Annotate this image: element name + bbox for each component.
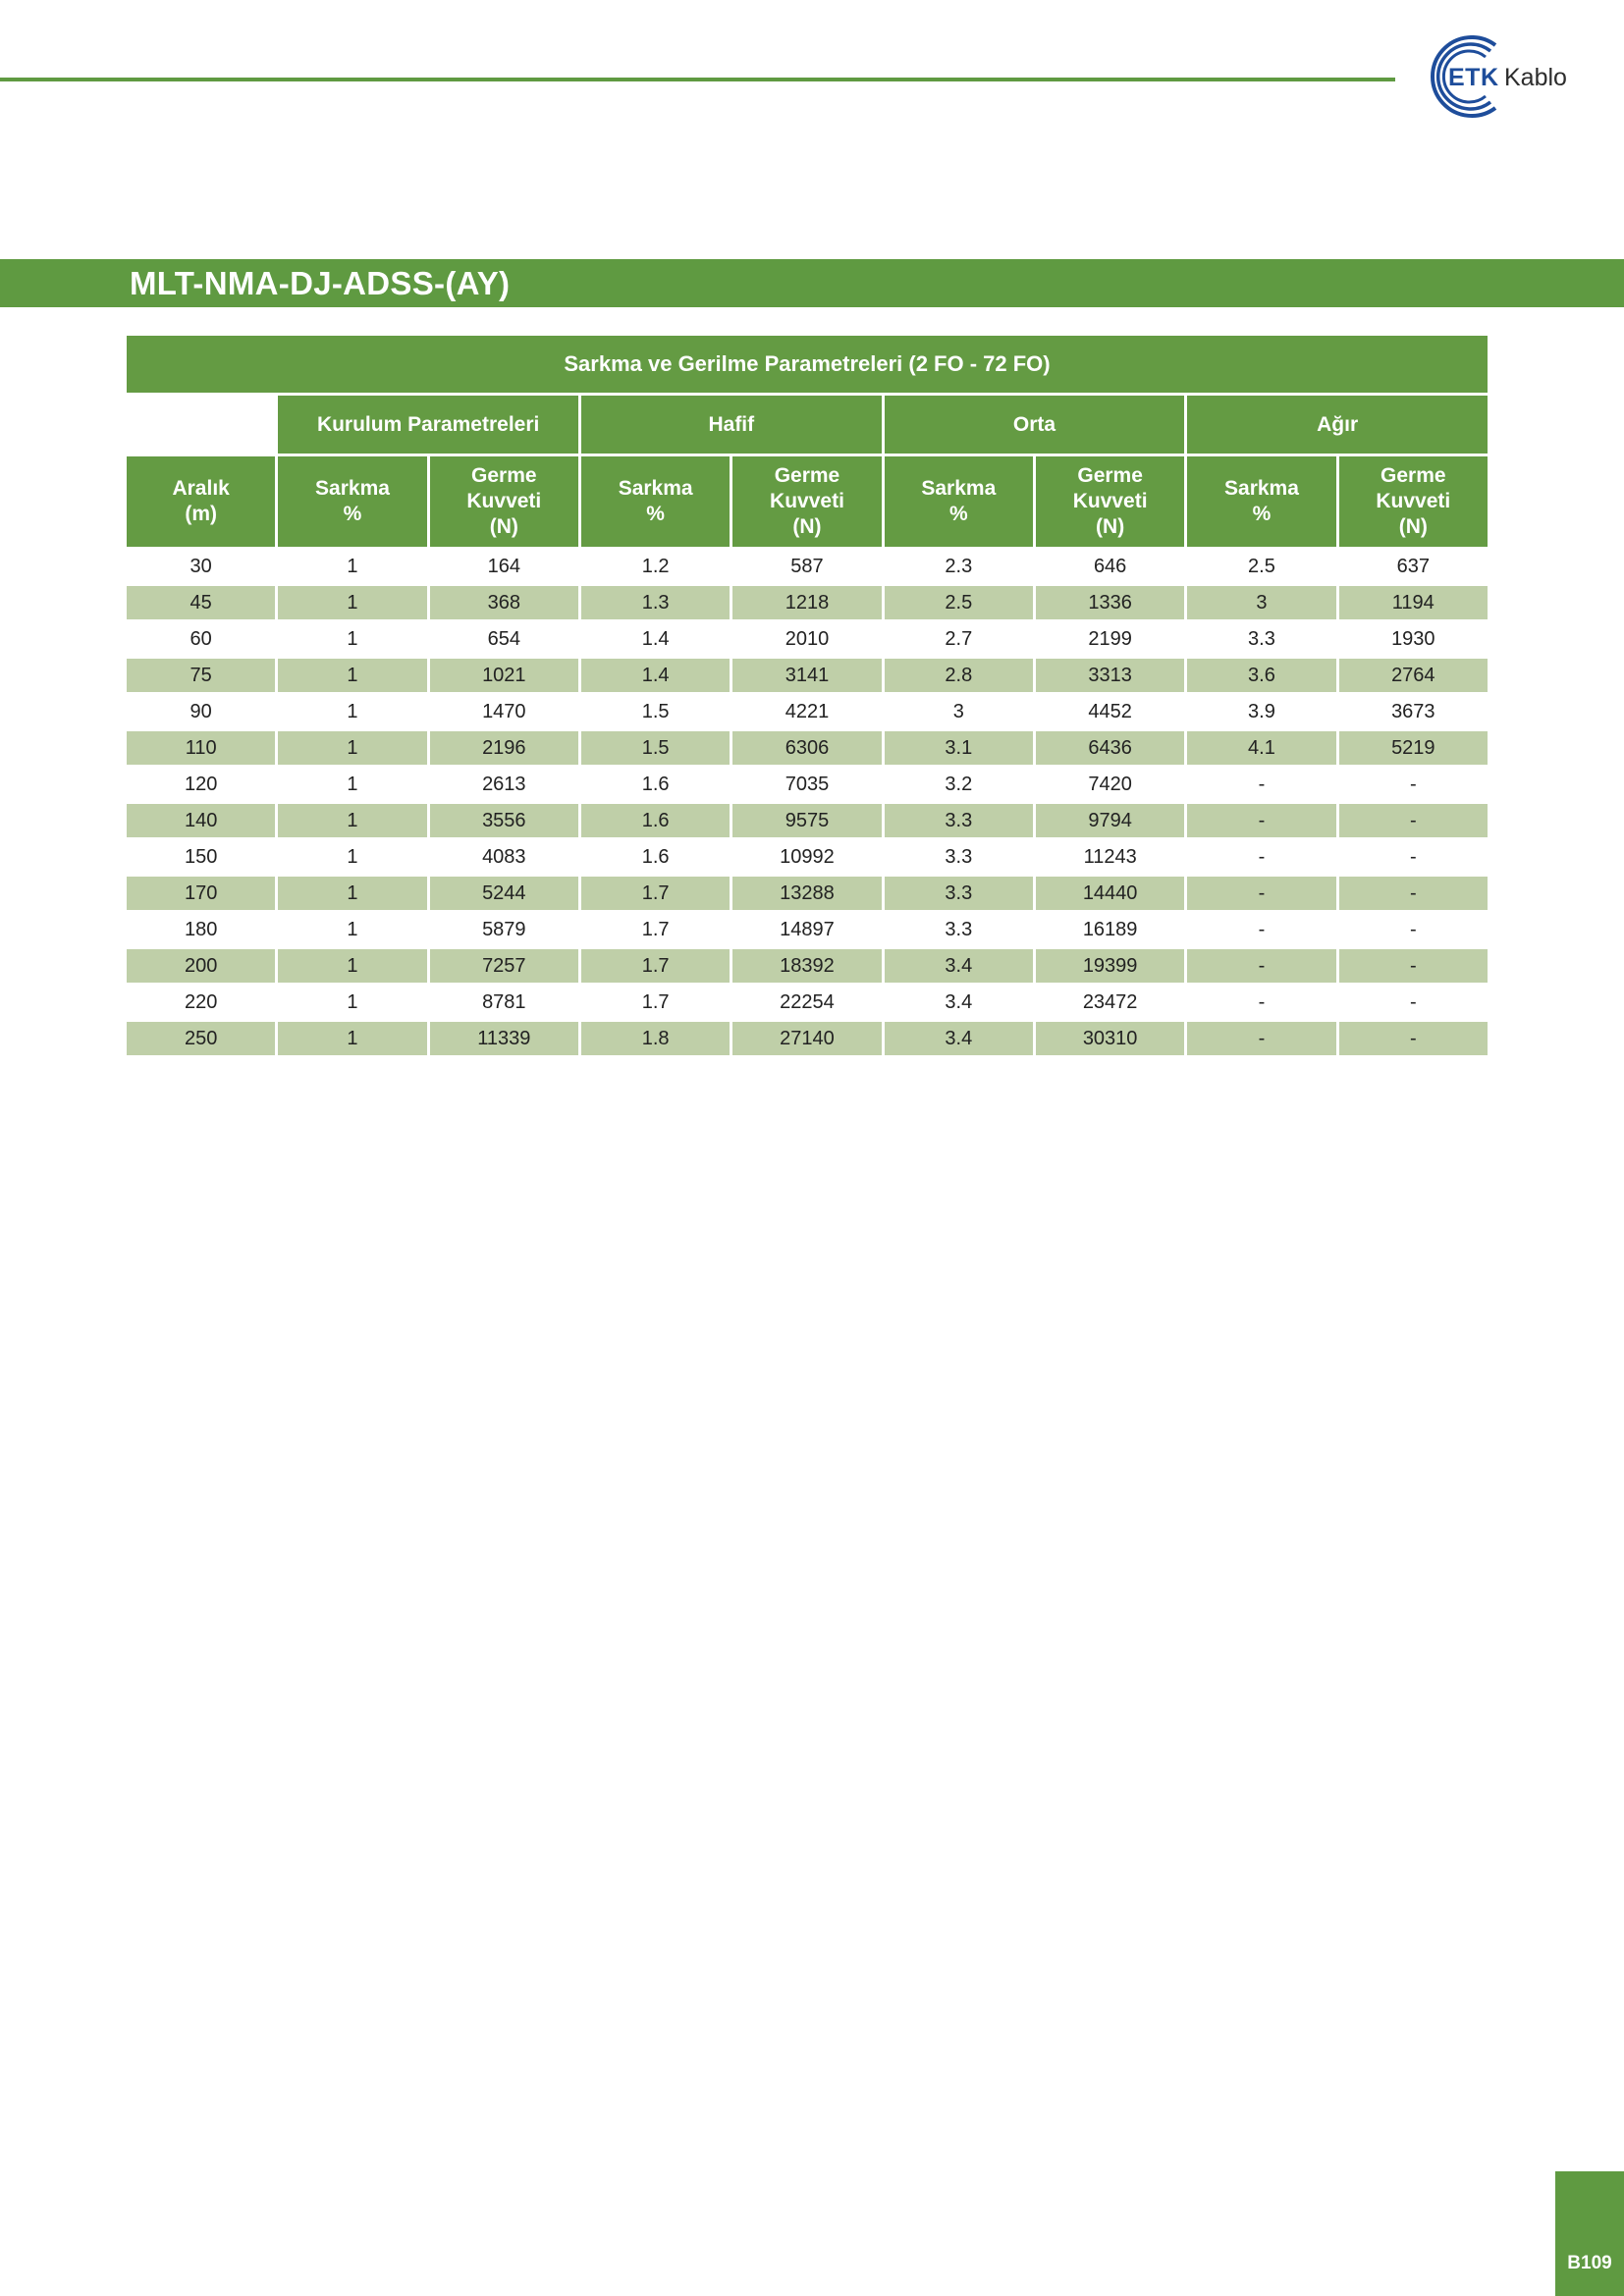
table-cell: 2.3 xyxy=(885,550,1033,583)
table-cell: - xyxy=(1187,840,1335,874)
table-cell: 1 xyxy=(278,622,426,656)
table-cell: - xyxy=(1187,949,1335,983)
table-row xyxy=(127,877,1488,910)
table-cell: 646 xyxy=(1036,550,1184,583)
table-cell: 3 xyxy=(1187,586,1335,619)
table-cell: - xyxy=(1339,877,1488,910)
table-cell: 1.2 xyxy=(581,550,730,583)
table-cell: - xyxy=(1339,986,1488,1019)
table-cell: 4.1 xyxy=(1187,731,1335,765)
table-cell: 3141 xyxy=(732,659,881,692)
column-header-row xyxy=(127,456,1488,547)
table-cell: - xyxy=(1187,877,1335,910)
column-header-line: Aralık xyxy=(172,477,230,500)
table-cell: 90 xyxy=(127,695,275,728)
table-row xyxy=(127,913,1488,946)
table-cell: 8781 xyxy=(430,986,578,1019)
table-cell: 3556 xyxy=(430,804,578,837)
column-header-line: (N) xyxy=(489,515,518,538)
table-row xyxy=(127,731,1488,765)
table-row xyxy=(127,986,1488,1019)
table-cell: 9794 xyxy=(1036,804,1184,837)
table-cell: 2010 xyxy=(732,622,881,656)
table-cell: 5219 xyxy=(1339,731,1488,765)
table-cell: 220 xyxy=(127,986,275,1019)
table-cell: - xyxy=(1339,913,1488,946)
table-cell: - xyxy=(1339,1022,1488,1055)
table-cell: 1.4 xyxy=(581,622,730,656)
group-header-agir: Ağır xyxy=(1187,396,1488,454)
column-header-sarkma xyxy=(278,456,426,547)
group-header-kurulum: Kurulum Parametreleri xyxy=(278,396,578,454)
table-cell: 2196 xyxy=(430,731,578,765)
table-cell: 3.4 xyxy=(885,949,1033,983)
group-header-row xyxy=(127,396,1488,454)
table-cell: 23472 xyxy=(1036,986,1184,1019)
table-cell: 3 xyxy=(885,695,1033,728)
column-header-line: Kuvveti xyxy=(466,490,542,512)
sag-tension-table xyxy=(124,333,1490,1058)
table-row xyxy=(127,1022,1488,1055)
table-cell: 164 xyxy=(430,550,578,583)
table-cell: 11243 xyxy=(1036,840,1184,874)
table-cell: 2613 xyxy=(430,768,578,801)
table-cell: 654 xyxy=(430,622,578,656)
table-cell: - xyxy=(1187,913,1335,946)
table-cell: 14897 xyxy=(732,913,881,946)
table-cell: 3.3 xyxy=(885,804,1033,837)
table-cell: 1.8 xyxy=(581,1022,730,1055)
column-header-line: Kuvveti xyxy=(1072,490,1148,512)
table-cell: - xyxy=(1187,1022,1335,1055)
table-cell: 1336 xyxy=(1036,586,1184,619)
table-cell: - xyxy=(1339,768,1488,801)
column-header-sarkma xyxy=(581,456,730,547)
table-cell: 7420 xyxy=(1036,768,1184,801)
table-cell: 4452 xyxy=(1036,695,1184,728)
table-cell: 1 xyxy=(278,550,426,583)
group-header-hafif: Hafif xyxy=(581,396,882,454)
table-cell: - xyxy=(1187,986,1335,1019)
table-cell: 9575 xyxy=(732,804,881,837)
table-cell: - xyxy=(1187,804,1335,837)
table-cell: 11339 xyxy=(430,1022,578,1055)
table-cell: 4083 xyxy=(430,840,578,874)
table-cell: 1 xyxy=(278,913,426,946)
column-header-line: Kuvveti xyxy=(770,490,844,512)
table-cell: 3.4 xyxy=(885,1022,1033,1055)
table-cell: 1470 xyxy=(430,695,578,728)
column-header-line: Sarkma xyxy=(315,477,390,500)
table-cell: 1.5 xyxy=(581,695,730,728)
column-header-line: Germe xyxy=(774,464,840,487)
column-header-line: % xyxy=(1252,503,1272,525)
table-cell: 1930 xyxy=(1339,622,1488,656)
table-cell: 3.6 xyxy=(1187,659,1335,692)
column-header-line: (N) xyxy=(1096,515,1125,538)
column-header-sarkma xyxy=(1187,456,1335,547)
column-header-germe xyxy=(430,456,578,547)
table-cell: 1.4 xyxy=(581,659,730,692)
table-cell: 2.8 xyxy=(885,659,1033,692)
table-cell: 22254 xyxy=(732,986,881,1019)
title-band xyxy=(0,259,1624,307)
table-cell: 2.5 xyxy=(885,586,1033,619)
table-cell: 27140 xyxy=(732,1022,881,1055)
table-cell: 3.3 xyxy=(885,840,1033,874)
header-rule xyxy=(0,78,1395,81)
column-header-line: Sarkma xyxy=(1224,477,1299,500)
table-cell: - xyxy=(1339,840,1488,874)
table-cell: 3673 xyxy=(1339,695,1488,728)
table-cell: 1 xyxy=(278,986,426,1019)
table-cell: 1.6 xyxy=(581,840,730,874)
table-row xyxy=(127,949,1488,983)
table-cell: - xyxy=(1187,768,1335,801)
table-cell: 140 xyxy=(127,804,275,837)
column-header-sarkma xyxy=(885,456,1033,547)
table-cell: 3.4 xyxy=(885,986,1033,1019)
etk-kablo-logo xyxy=(1419,35,1596,124)
column-header-aralik xyxy=(127,456,275,547)
table-cell: 5244 xyxy=(430,877,578,910)
table-cell: 1.6 xyxy=(581,768,730,801)
table-cell: 60 xyxy=(127,622,275,656)
column-header-line: (N) xyxy=(792,515,822,538)
column-header-line: Germe xyxy=(471,464,537,487)
table-cell: 1021 xyxy=(430,659,578,692)
table-cell: 170 xyxy=(127,877,275,910)
table-cell: 2764 xyxy=(1339,659,1488,692)
table-cell: 6306 xyxy=(732,731,881,765)
column-header-line: Kuvveti xyxy=(1376,490,1451,512)
table-cell: 16189 xyxy=(1036,913,1184,946)
table-cell: 30 xyxy=(127,550,275,583)
table-cell: 13288 xyxy=(732,877,881,910)
table-row xyxy=(127,840,1488,874)
table-cell: 1 xyxy=(278,731,426,765)
logo-kablo-text: Kablo xyxy=(1504,64,1567,91)
column-header-germe xyxy=(1339,456,1488,547)
column-header-line: % xyxy=(646,503,665,525)
table-cell: 3.9 xyxy=(1187,695,1335,728)
column-header-line: Germe xyxy=(1380,464,1446,487)
table-cell: 180 xyxy=(127,913,275,946)
table-caption-row xyxy=(127,336,1488,393)
table-row xyxy=(127,659,1488,692)
column-header-line: Sarkma xyxy=(618,477,693,500)
column-header-line: % xyxy=(343,503,362,525)
table-cell: 1.7 xyxy=(581,913,730,946)
page-number: B109 xyxy=(1567,2253,1612,2273)
table-cell: 6436 xyxy=(1036,731,1184,765)
column-header-line: Sarkma xyxy=(921,477,997,500)
table-cell: 1194 xyxy=(1339,586,1488,619)
table-cell: - xyxy=(1339,949,1488,983)
table-cell: 1.7 xyxy=(581,986,730,1019)
table-cell: 587 xyxy=(732,550,881,583)
column-header-line: Germe xyxy=(1077,464,1143,487)
table-row xyxy=(127,550,1488,583)
group-header-blank xyxy=(127,396,275,454)
table-cell: 45 xyxy=(127,586,275,619)
logo-etk-text: ETK xyxy=(1448,64,1499,91)
table-cell: 200 xyxy=(127,949,275,983)
group-header-orta: Orta xyxy=(885,396,1185,454)
column-header-line: (N) xyxy=(1398,515,1428,538)
table-cell: 1 xyxy=(278,695,426,728)
page-number-tab xyxy=(1555,2171,1624,2296)
table-cell: 1.6 xyxy=(581,804,730,837)
table-cell: 150 xyxy=(127,840,275,874)
table-caption: Sarkma ve Gerilme Parametreleri (2 FO - 72 FO) xyxy=(127,336,1488,393)
table-cell: 3.1 xyxy=(885,731,1033,765)
table-cell: 1 xyxy=(278,804,426,837)
table-cell: - xyxy=(1339,804,1488,837)
table-cell: 30310 xyxy=(1036,1022,1184,1055)
page-title: MLT-NMA-DJ-ADSS-(AY) xyxy=(130,265,511,301)
column-header-line: (m) xyxy=(185,503,217,525)
table-cell: 75 xyxy=(127,659,275,692)
table-cell: 7257 xyxy=(430,949,578,983)
table-cell: 2.7 xyxy=(885,622,1033,656)
table-cell: 4221 xyxy=(732,695,881,728)
table-row xyxy=(127,695,1488,728)
table-cell: 1 xyxy=(278,659,426,692)
table-cell: 1 xyxy=(278,1022,426,1055)
table-cell: 7035 xyxy=(732,768,881,801)
table-cell: 1.5 xyxy=(581,731,730,765)
column-header-germe xyxy=(732,456,881,547)
column-header-germe xyxy=(1036,456,1184,547)
table-cell: 19399 xyxy=(1036,949,1184,983)
table-cell: 368 xyxy=(430,586,578,619)
table-row xyxy=(127,586,1488,619)
table-cell: 1.7 xyxy=(581,949,730,983)
table-body xyxy=(127,550,1488,1055)
table-cell: 1 xyxy=(278,586,426,619)
table-cell: 1.3 xyxy=(581,586,730,619)
table-cell: 1.7 xyxy=(581,877,730,910)
table-cell: 1 xyxy=(278,877,426,910)
table-cell: 3313 xyxy=(1036,659,1184,692)
table-row xyxy=(127,768,1488,801)
table-cell: 1 xyxy=(278,949,426,983)
table-cell: 3.3 xyxy=(1187,622,1335,656)
table-cell: 1 xyxy=(278,840,426,874)
table-cell: 1218 xyxy=(732,586,881,619)
table-cell: 18392 xyxy=(732,949,881,983)
table-row xyxy=(127,804,1488,837)
table-cell: 3.3 xyxy=(885,913,1033,946)
table-cell: 2.5 xyxy=(1187,550,1335,583)
table-cell: 110 xyxy=(127,731,275,765)
column-header-line: % xyxy=(948,503,968,525)
table-cell: 14440 xyxy=(1036,877,1184,910)
table-cell: 3.2 xyxy=(885,768,1033,801)
table-cell: 10992 xyxy=(732,840,881,874)
table-cell: 120 xyxy=(127,768,275,801)
table-cell: 2199 xyxy=(1036,622,1184,656)
table-cell: 1 xyxy=(278,768,426,801)
table-row xyxy=(127,622,1488,656)
table-cell: 3.3 xyxy=(885,877,1033,910)
table-cell: 5879 xyxy=(430,913,578,946)
table-cell: 637 xyxy=(1339,550,1488,583)
table-cell: 250 xyxy=(127,1022,275,1055)
